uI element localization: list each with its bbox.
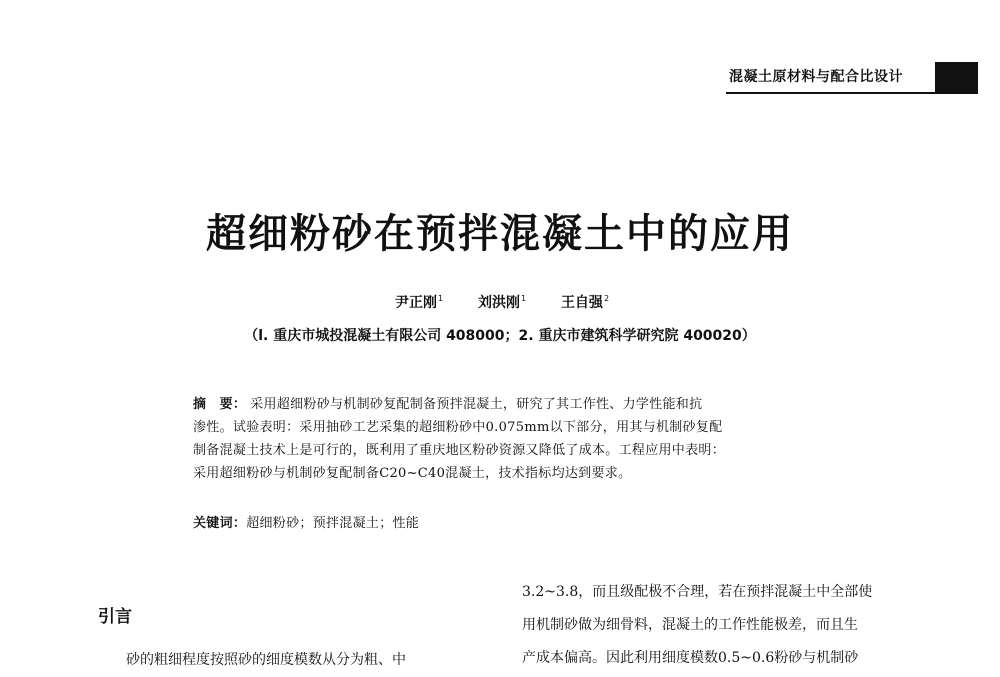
author-1: [395, 295, 443, 311]
header-rule: [726, 92, 978, 94]
keywords-label: 关键词：: [193, 516, 247, 531]
abstract-line: 采用超细粉砂与机制砂复配制备C20~C40混凝土，技术指标均达到要求。: [193, 466, 632, 481]
author-affil-mark: 1: [438, 294, 444, 303]
keywords-text: 超细粉砂；预拌混凝土；性能: [246, 516, 420, 531]
keywords: [193, 512, 419, 531]
abstract-line: 渗性。试验表明：采用抽砂工艺采集的超细粉砂中0.075mm以下部分，用其与机制砂复配: [193, 420, 723, 435]
author-name: 刘洪刚: [477, 295, 520, 311]
body-line: 产成本偏高。因此利用细度模数0.5~0.6粉砂与机制砂: [522, 650, 859, 666]
header-black-block: [935, 62, 978, 94]
paper-title: 超细粉砂在预拌混凝土中的应用: [206, 211, 794, 257]
left-column-text: 砂的粗细程度按照砂的细度模数从分为粗、中: [126, 652, 406, 668]
author-name: 尹正刚: [395, 295, 437, 311]
author-name: 王自强: [560, 295, 603, 311]
abstract-line: [193, 393, 821, 416]
section-heading: 引言: [98, 607, 132, 627]
body-line: 用机制砂做为细骨料，混凝土的工作性能极差，而且生: [522, 617, 858, 633]
author-affil-mark: 1: [520, 294, 527, 303]
abstract-label: 摘 要：: [193, 397, 247, 412]
author-3: [561, 295, 609, 311]
author-affil-mark: 2: [603, 294, 610, 303]
abstract: [193, 393, 821, 485]
abstract-text: 采用超细粉砂与机制砂复配制备预拌混凝土，研究了其工作性、力学性能和抗: [250, 397, 703, 412]
right-column: [522, 576, 917, 675]
author-2: [478, 295, 526, 311]
author-list: [395, 292, 609, 312]
body-line: 3.2~3.8，而且级配极不合理，若在预拌混凝土中全部使: [522, 584, 873, 600]
affiliation: （l. 重庆市城投混凝土有限公司 408000；2. 重庆市建筑科学研究院 400020）: [244, 328, 756, 344]
abstract-line: 制备混凝土技术上是可行的，既利用了重庆地区粉砂资源又降低了成本。工程应用中表明：: [193, 443, 726, 458]
running-header: 混凝土原材料与配合比设计: [729, 69, 903, 85]
